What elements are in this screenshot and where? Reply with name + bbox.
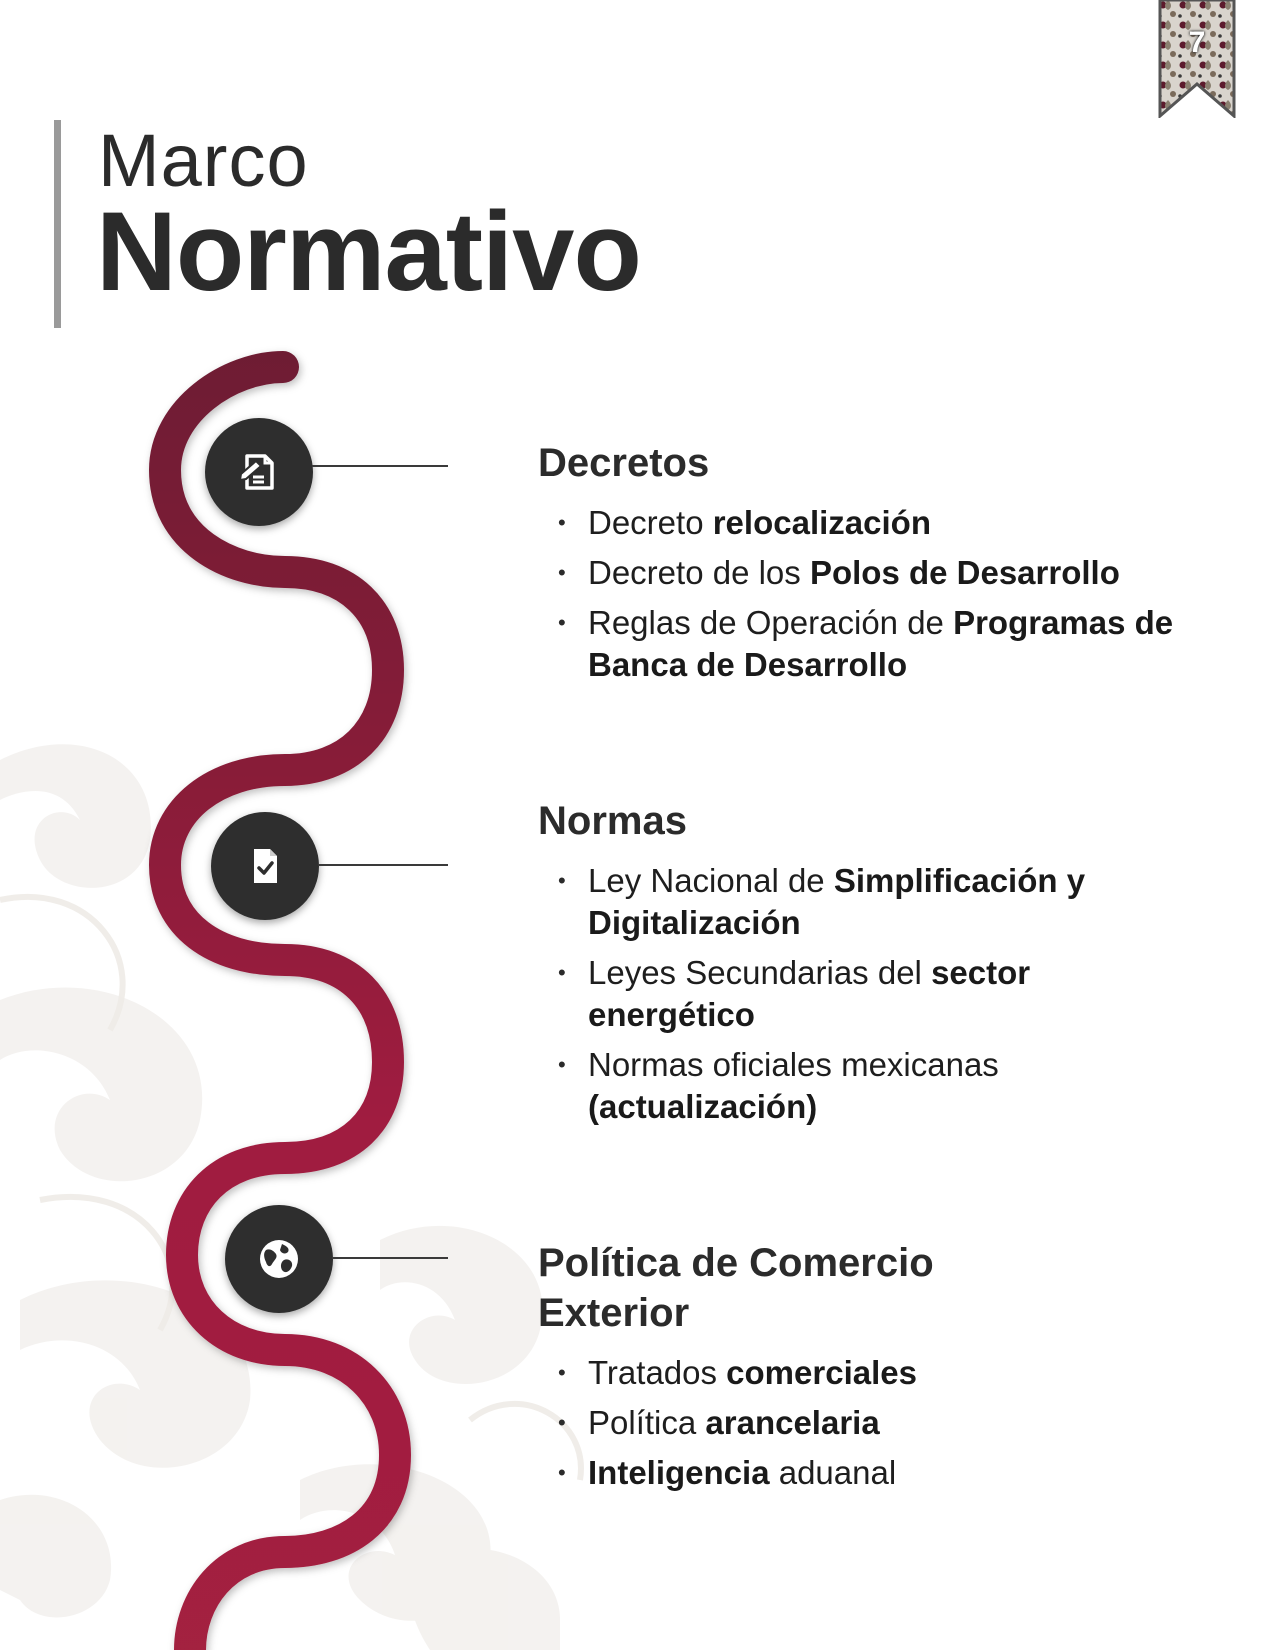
globe-icon [254, 1234, 304, 1284]
emphasis-text: relocalización [712, 504, 931, 541]
item-text: Decreto [588, 504, 713, 541]
bullet-mark: • [558, 560, 566, 585]
emphasis-text: Simplificación y Digitalización [588, 862, 1086, 941]
page-number: 7 [1188, 26, 1206, 59]
normas-section [538, 796, 1198, 1136]
timeline-ribbon [0, 340, 560, 1650]
emphasis-text: (actualización) [588, 1088, 818, 1125]
list-item [538, 602, 1198, 686]
item-text: Tratados [588, 1354, 727, 1391]
bullet-mark: • [558, 510, 566, 535]
section-title: Decretos [538, 441, 710, 485]
item-text: Decreto de los [588, 554, 810, 591]
title-accent-bar [54, 120, 61, 328]
item-text: aduanal [769, 1454, 897, 1491]
list-item [538, 1402, 1198, 1444]
bullet-mark: • [558, 1360, 566, 1385]
decretos-node [205, 418, 313, 526]
comercio-exterior-section [538, 1238, 1198, 1502]
page-title-line1: Marco [98, 119, 309, 202]
bullet-mark: • [558, 960, 566, 985]
list-item [538, 1352, 1198, 1394]
normas-connector [318, 864, 448, 866]
decretos-connector [312, 465, 448, 467]
bullet-mark: • [558, 1052, 566, 1077]
item-list [538, 502, 1198, 686]
list-item [538, 552, 1198, 594]
bullet-mark: • [558, 610, 566, 635]
item-text: Leyes Secundarias del [588, 954, 932, 991]
list-item [538, 952, 1198, 1036]
bullet-mark: • [558, 1460, 566, 1485]
list-item [538, 860, 1198, 944]
document-edit-icon [234, 447, 284, 497]
emphasis-text: comerciales [726, 1354, 917, 1391]
bullet-mark: • [558, 868, 566, 893]
item-text: Normas oficiales mexicanas [588, 1046, 999, 1083]
emphasis-text: Programas de Banca de Desarrollo [588, 604, 1174, 683]
emphasis-text: Inteligencia [588, 1454, 770, 1491]
section-title: Normas [538, 799, 687, 843]
item-text: Reglas de Operación de [588, 604, 954, 641]
emphasis-text: sector energético [588, 954, 1031, 1033]
item-list [538, 860, 1198, 1128]
comercio-exterior-node [225, 1205, 333, 1313]
list-item [538, 1044, 1198, 1128]
item-text: Ley Nacional de [588, 862, 834, 899]
emphasis-text: Polos de Desarrollo [809, 554, 1120, 591]
normas-node [211, 812, 319, 920]
comercio-exterior-connector [332, 1257, 448, 1259]
section-title: Política de Comercio Exterior [538, 1241, 934, 1335]
list-item [538, 502, 1198, 544]
document-check-icon [240, 841, 290, 891]
bullet-mark: • [558, 1410, 566, 1435]
item-text: Política [588, 1404, 706, 1441]
list-item [538, 1452, 1198, 1494]
decretos-section [538, 438, 1198, 694]
emphasis-text: arancelaria [705, 1404, 880, 1441]
page-title-line2: Normativo [96, 189, 641, 314]
item-list [538, 1352, 1198, 1494]
